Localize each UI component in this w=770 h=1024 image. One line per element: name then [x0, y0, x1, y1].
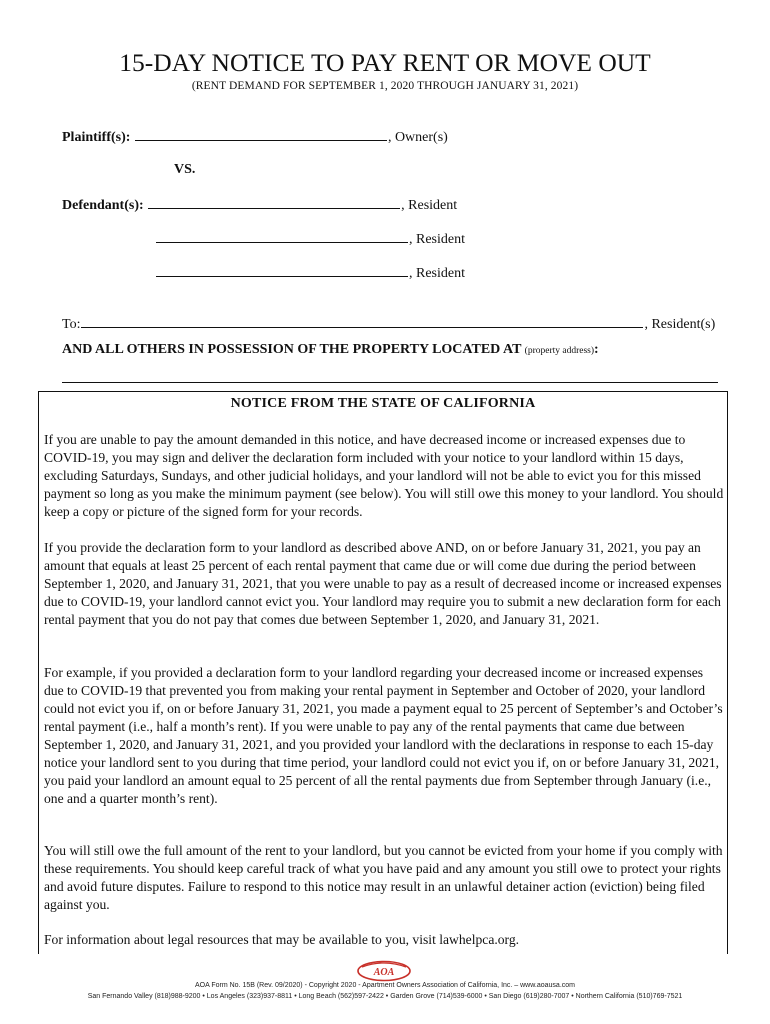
owner-suffix: , Owner(s): [387, 130, 448, 145]
state-notice-heading: NOTICE FROM THE STATE OF CALIFORNIA: [230, 396, 536, 411]
plaintiff-label: Plaintiff(s):: [62, 130, 131, 145]
resident-suffix-1: , Resident: [401, 198, 458, 213]
defendant-name-field-3[interactable]: [156, 263, 408, 277]
possession-row: [62, 341, 599, 360]
defendant-label: Defendant(s):: [62, 198, 144, 213]
notice-paragraph-2: If you provide the declaration form to your landlord as described above AND, on or before January 31, 2021, you pay an amount that equals at least 25 percent of each rental payment that came due or will come due during the period between September 1, 2020, and January 31, 2021, that you were unable to pay as a result of decreased income or increased expenses due to COVID-19, your landlord cannot evict you. Your landlord may require you to submit a new declaration form for each rental payment that you do not pay that comes due between September 1, 2020, and January 31, 2021.: [44, 540, 722, 627]
to-name-field[interactable]: [81, 314, 643, 328]
resident-suffix-3: , Resident: [409, 266, 465, 281]
to-label: To:: [62, 317, 81, 332]
possession-colon: :: [594, 342, 599, 357]
possession-label: AND ALL OTHERS IN POSSESSION OF THE PROPERTY LOCATED AT: [62, 342, 522, 357]
footer-offices: San Fernando Valley (818)988-9200 • Los Angeles (323)937-8811 • Long Beach (562)597-2422 • Garden Grove (714)539-6000 • San Diego (619)280-7007 • Northern California (510)769-7521: [87, 993, 683, 1000]
defendant-name-field-2[interactable]: [156, 229, 408, 243]
defendant-name-field-1[interactable]: [148, 195, 400, 209]
aoa-logo-icon: [356, 960, 412, 982]
form-title: 15-DAY NOTICE TO PAY RENT OR MOVE OUT: [119, 48, 651, 77]
notice-paragraph-1: If you are unable to pay the amount demanded in this notice, and have decreased income or increased expenses due to COVID-19, you may sign and deliver the declaration form included with your notice to your landlord within 15 days, excluding Saturdays, Sundays, and other judicial holidays, and your landlord will not be able to evict you for this missed payment so long as you make the minimum payment (see below). You will still owe this money to your landlord. You should keep a copy or picture of the signed form for your records.: [44, 432, 724, 519]
notice-paragraph-4: You will still owe the full amount of the rent to your landlord, but you cannot be evicted from your home if you comply with these requirements. You should keep careful track of what you have paid and any amount you still owe to protect your rights and avoid future disputes. Failure to respond to this notice may result in an unlawful detainer action (eviction) being filed against you.: [44, 843, 723, 912]
notice-paragraph-3: For example, if you provided a declaration form to your landlord regarding your decreased income or increased expenses due to COVID-19 that prevented you from making your rental payment in September and October of 2020, your landlord could not evict you if, on or before January 31, 2021, you made a payment equal to 25 percent of September’s and October’s rental payment (i.e., half a month’s rent). If you were unable to pay any of the rental payments that came due between September 1, 2020, and January 31, 2021, and you provided your landlord with the declarations in response to each 15-day notice your landlord sent to you during that time period, your landlord could not evict you if, on or before January 31, 2021, you paid your landlord an amount equal to 25 percent of all the rental payments due from September through January (i.e., one and a quarter month’s rent).: [44, 665, 723, 806]
footer-copyright: AOA Form No. 15B (Rev. 09/2020) - Copyright 2020 - Apartment Owners Association of California, Inc. – www.aoausa.com: [195, 982, 575, 989]
plaintiff-row: [62, 127, 448, 147]
aoa-logo-text: AOA: [373, 967, 395, 978]
property-address-hint: (property address): [524, 346, 595, 356]
defendant-row-1: [62, 195, 457, 215]
notice-paragraph-5: For information about legal resources that may be available to you, visit lawhelpca.org.: [44, 932, 520, 947]
defendant-row-2: [155, 229, 465, 249]
to-row: [62, 314, 715, 334]
versus-label: VS.: [174, 162, 196, 177]
plaintiff-name-field[interactable]: [135, 127, 387, 141]
defendant-row-3: [155, 263, 465, 283]
form-subtitle: (RENT DEMAND FOR SEPTEMBER 1, 2020 THROUGH JANUARY 31, 2021): [191, 80, 579, 92]
property-address-field[interactable]: [62, 382, 718, 383]
residents-suffix: , Resident(s): [644, 317, 716, 332]
resident-suffix-2: , Resident: [409, 232, 465, 247]
